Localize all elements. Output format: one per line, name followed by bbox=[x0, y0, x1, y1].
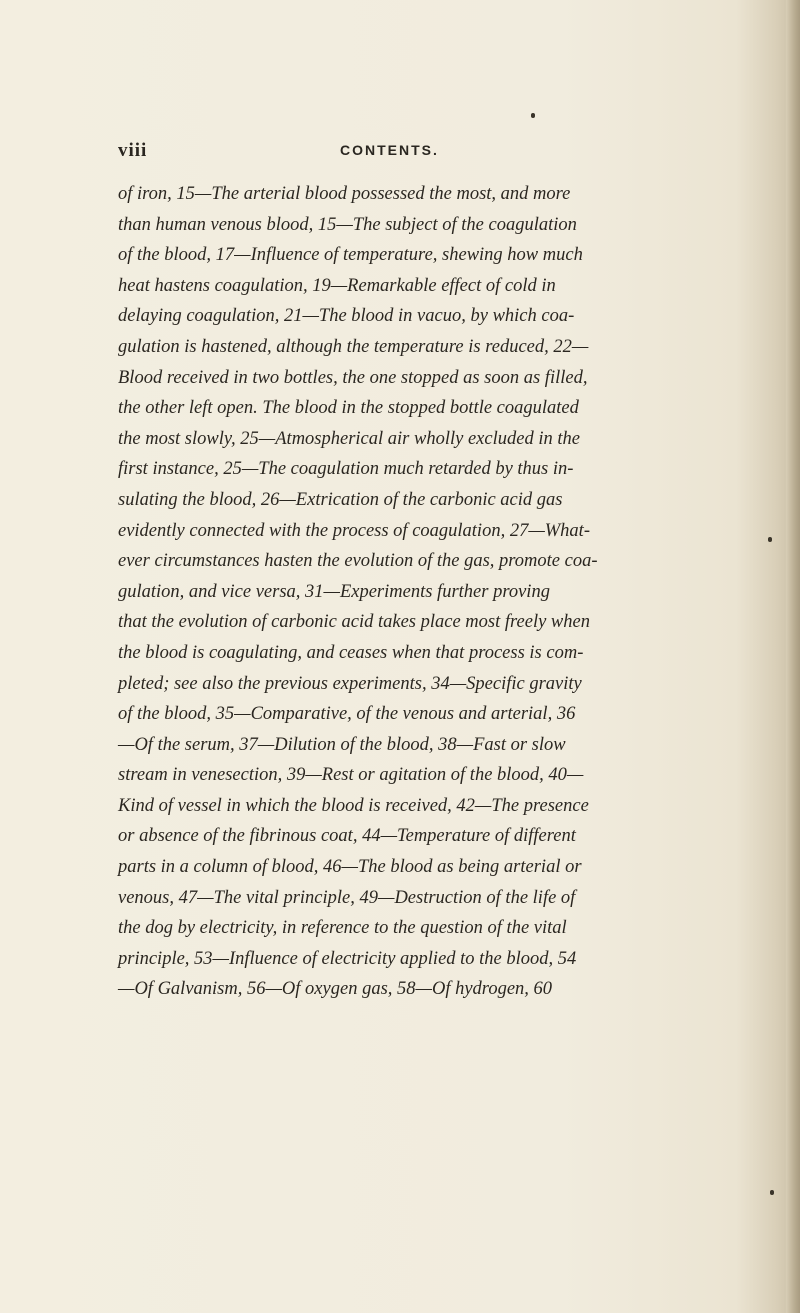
ink-speck bbox=[531, 113, 535, 118]
text-line: of the blood, 35—Comparative, of the venous and arterial, 36 bbox=[118, 704, 576, 725]
text-line: gulation, and vice versa, 31—Experiments further proving bbox=[118, 581, 550, 602]
text-line: heat hastens coagulation, 19—Remarkable effect of cold in bbox=[118, 275, 556, 296]
running-head: CONTENTS. bbox=[340, 142, 439, 158]
text-line: of the blood, 17—Influence of temperature, shewing how much bbox=[118, 245, 583, 266]
text-line: —Of the serum, 37—Dilution of the blood, 38—Fast or slow bbox=[118, 734, 566, 755]
text-line: gulation is hastened, although the temperature is reduced, 22— bbox=[118, 336, 589, 357]
page-number: viii bbox=[118, 140, 148, 161]
text-line: Blood received in two bottles, the one stopped as soon as filled, bbox=[118, 367, 588, 388]
text-line: sulating the blood, 26—Extrication of the carbonic acid gas bbox=[118, 489, 563, 510]
text-line: Kind of vessel in which the blood is received, 42—The presence bbox=[118, 795, 589, 816]
text-line: principle, 53—Influence of electricity applied to the blood, 54 bbox=[118, 948, 577, 969]
text-line: delaying coagulation, 21—The blood in vacuo, by which coa- bbox=[118, 306, 575, 327]
text-line: stream in venesection, 39—Rest or agitation of the blood, 40— bbox=[118, 765, 584, 786]
text-line: —Of Galvanism, 56—Of oxygen gas, 58—Of hydrogen, 60 bbox=[118, 979, 553, 1000]
ink-speck bbox=[768, 537, 772, 542]
text-line: ever circumstances hasten the evolution of the gas, promote coa- bbox=[118, 551, 598, 572]
text-line: than human venous blood, 15—The subject of the coagulation bbox=[118, 214, 577, 235]
contents-text bbox=[118, 179, 798, 1005]
text-line: or absence of the fibrinous coat, 44—Temperature of different bbox=[118, 826, 576, 847]
text-line: first instance, 25—The coagulation much retarded by thus in- bbox=[118, 459, 574, 480]
text-line: that the evolution of carbonic acid takes place most freely when bbox=[118, 612, 590, 633]
text-line: the dog by electricity, in reference to the question of the vital bbox=[118, 918, 567, 939]
text-line: pleted; see also the previous experiments, 34—Specific gravity bbox=[118, 673, 582, 694]
ink-speck bbox=[770, 1190, 774, 1195]
page-header bbox=[118, 140, 678, 166]
text-line: of iron, 15—The arterial blood possessed the most, and more bbox=[118, 184, 571, 204]
text-line: parts in a column of blood, 46—The blood as being arterial or bbox=[118, 857, 582, 878]
text-line: the other left open. The blood in the stopped bottle coagulated bbox=[118, 398, 579, 419]
text-line: the most slowly, 25—Atmospherical air wholly excluded in the bbox=[118, 428, 580, 449]
text-line: evidently connected with the process of coagulation, 27—What- bbox=[118, 520, 590, 541]
text-line: the blood is coagulating, and ceases when that process is com- bbox=[118, 642, 584, 663]
text-line: venous, 47—The vital principle, 49—Destruction of the life of bbox=[118, 887, 576, 908]
